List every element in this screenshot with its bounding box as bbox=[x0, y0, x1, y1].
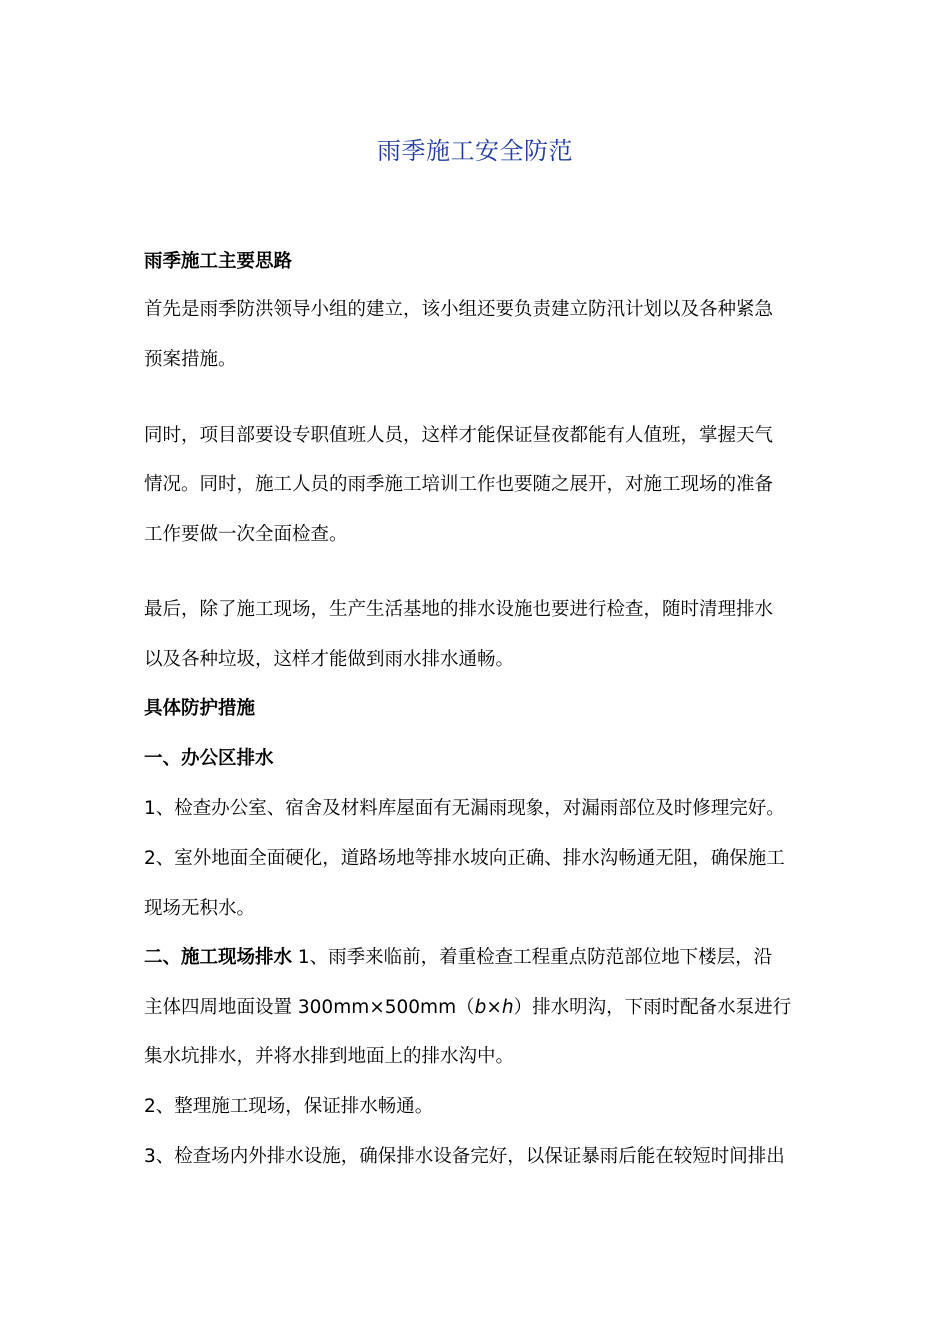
inline-text: ）排水明沟，下雨时配备水泵进行 bbox=[513, 997, 792, 1018]
paragraph-line bbox=[144, 944, 824, 972]
variable-b: b bbox=[474, 997, 487, 1018]
times-sign: × bbox=[486, 997, 502, 1018]
inline-text: 主体四周地面设置 300mm×500mm（ bbox=[144, 997, 475, 1018]
list-item: 1、检查办公室、宿舍及材料库屋面有无漏雨现象，对漏雨部位及时修理完好。 bbox=[144, 798, 785, 819]
paragraph-line: 预案措施。 bbox=[144, 349, 237, 370]
paragraph-line: 情况。同时，施工人员的雨季施工培训工作也要随之展开，对施工现场的准备 bbox=[144, 474, 774, 495]
subsection-heading: 一、办公区排水 bbox=[144, 748, 274, 769]
paragraph-line: 工作要做一次全面检查。 bbox=[144, 524, 348, 545]
section-heading: 具体防护措施 bbox=[144, 698, 256, 719]
list-item: 现场无积水。 bbox=[144, 898, 256, 919]
list-item: 2、整理施工现场，保证排水畅通。 bbox=[144, 1096, 434, 1117]
variable-h: h bbox=[501, 997, 514, 1018]
subsection-heading: 二、施工现场排水 bbox=[144, 947, 293, 968]
document-title: 雨季施工安全防范 bbox=[377, 137, 573, 165]
paragraph-line: 集水坑排水，并将水排到地面上的排水沟中。 bbox=[144, 1046, 515, 1067]
section-heading: 雨季施工主要思路 bbox=[144, 251, 293, 272]
paragraph-line: 同时，项目部要设专职值班人员，这样才能保证昼夜都能有人值班，掌握天气 bbox=[144, 425, 774, 446]
list-item: 3、检查场内外排水设施，确保排水设备完好，以保证暴雨后能在较短时间排出 bbox=[144, 1146, 785, 1167]
list-item: 2、室外地面全面硬化，道路场地等排水坡向正确、排水沟畅通无阻，确保施工 bbox=[144, 848, 785, 869]
paragraph-line: 最后，除了施工现场，生产生活基地的排水设施也要进行检查，随时清理排水 bbox=[144, 599, 774, 620]
paragraph-line: 首先是雨季防洪领导小组的建立，该小组还要负责建立防汛计划以及各种紧急 bbox=[144, 299, 774, 320]
paragraph-line: 以及各种垃圾，这样才能做到雨水排水通畅。 bbox=[144, 649, 515, 670]
paragraph-line bbox=[144, 994, 824, 1022]
inline-text: 1、雨季来临前，着重检查工程重点防范部位地下楼层，沿 bbox=[292, 947, 773, 968]
